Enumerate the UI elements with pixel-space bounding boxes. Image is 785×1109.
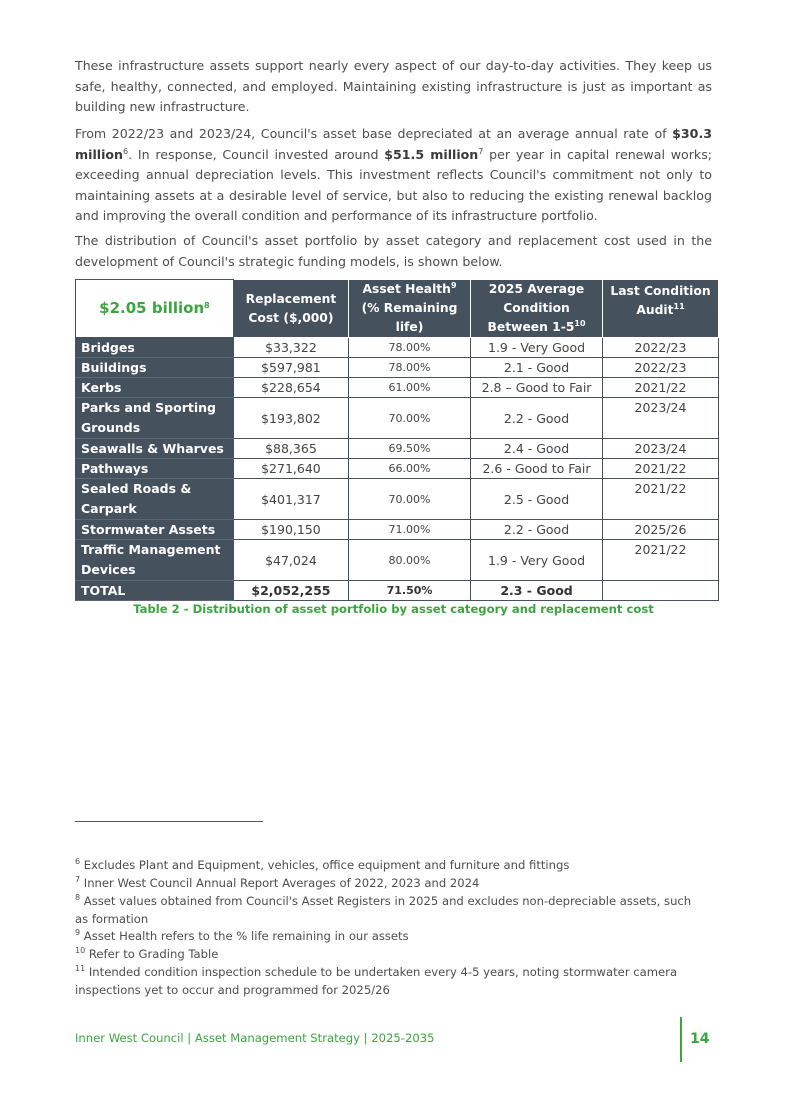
row-health: 78.00% xyxy=(348,338,470,358)
table-row xyxy=(76,358,719,378)
row-health: 69.50% xyxy=(348,439,470,459)
row-category: Bridges xyxy=(76,338,234,358)
row-cost: $228,654 xyxy=(233,378,348,398)
table-caption: Table 2 - Distribution of asset portfolio by asset category and replacement cost xyxy=(133,602,654,616)
row-condition: 2.2 - Good xyxy=(471,398,603,439)
row-condition: 2.5 - Good xyxy=(471,479,603,520)
row-audit: 2022/23 xyxy=(603,358,719,378)
row-health: 78.00% xyxy=(348,358,470,378)
asset-portfolio-table xyxy=(75,279,719,601)
row-audit: 2022/23 xyxy=(603,338,719,358)
row-cost: $193,802 xyxy=(233,398,348,439)
footnote-ref-6: 6 xyxy=(123,146,129,156)
para2-text-c: . In response, Council invested around xyxy=(128,146,385,162)
footnote-9: $^9$ Asset Health refers to the % life remaining in our assets xyxy=(75,928,409,943)
row-health: 61.00% xyxy=(348,378,470,398)
total-label: TOTAL xyxy=(76,581,234,601)
depreciation-amount: $30.3 million xyxy=(75,126,712,162)
table-row xyxy=(76,540,719,581)
table-row xyxy=(76,459,719,479)
row-category: Parks and Sporting Grounds xyxy=(76,398,234,439)
header-replacement-cost: Replacement Cost ($,000) xyxy=(233,280,348,338)
row-cost: $33,322 xyxy=(233,338,348,358)
total-audit xyxy=(603,581,719,601)
row-audit: 2021/22 xyxy=(603,540,719,581)
intro-paragraph-1: These infrastructure assets support nearly every aspect of our day-to-day activities. They keep us safe, healthy, connected, and employed. Maintaining existing infrastructure is just as important as building new infrastructure. xyxy=(75,58,712,114)
header-asset-health: Asset Health$^9$ (% Remaining life) xyxy=(348,280,470,338)
footnote-10: $^{10}$ Refer to Grading Table xyxy=(75,946,219,961)
table-row xyxy=(76,439,719,459)
portfolio-total-heading: $2.05 billion$^8$ xyxy=(76,280,234,338)
row-category: Buildings xyxy=(76,358,234,378)
row-health: 70.00% xyxy=(348,479,470,520)
table-row xyxy=(76,479,719,520)
footnote-ref-7: 7 xyxy=(478,146,484,156)
row-audit: 2021/22 xyxy=(603,459,719,479)
renewal-amount: $51.5 million xyxy=(384,146,479,162)
row-category: Kerbs xyxy=(76,378,234,398)
row-category: Stormwater Assets xyxy=(76,520,234,540)
row-audit: 2021/22 xyxy=(603,378,719,398)
table-row xyxy=(76,398,719,439)
table-row xyxy=(76,520,719,540)
row-audit: 2025/26 xyxy=(603,520,719,540)
row-category: Seawalls & Wharves xyxy=(76,439,234,459)
row-cost: $47,024 xyxy=(233,540,348,581)
para2-text-a: From 2022/23 and 2023/24, Council's asset base depreciated at an average annual rate of xyxy=(75,126,673,141)
para2-text-e: per year in capital renewal works; exceeding annual depreciation levels. This investment reflects Council's commitment not only to maintaining assets at a desirable level of service, but also to reducing the existing renewal backlog and improving the overall condition and performance of its infrastructure portfolio. xyxy=(75,146,712,223)
row-condition: 1.9 - Very Good xyxy=(471,338,603,358)
row-condition: 2.8 – Good to Fair xyxy=(471,378,603,398)
header-last-audit: Last Condition Audit$^{11}$ xyxy=(603,280,719,338)
row-condition: 2.1 - Good xyxy=(471,358,603,378)
row-condition: 2.2 - Good xyxy=(471,520,603,540)
row-cost: $401,317 xyxy=(233,479,348,520)
row-health: 70.00% xyxy=(348,398,470,439)
footnote-6: $^6$ Excludes Plant and Equipment, vehicles, office equipment and furniture and fittings xyxy=(75,857,570,872)
row-audit: 2021/22 xyxy=(603,479,719,520)
header-average-condition: 2025 Average Condition Between $1-5^{10}$ xyxy=(471,280,603,338)
total-condition: 2.3 - Good xyxy=(471,581,603,601)
row-audit: 2023/24 xyxy=(603,439,719,459)
row-cost: $88,365 xyxy=(233,439,348,459)
row-condition: 2.4 - Good xyxy=(471,439,603,459)
row-health: 66.00% xyxy=(348,459,470,479)
row-health: 71.00% xyxy=(348,520,470,540)
row-condition: 1.9 - Very Good xyxy=(471,540,603,581)
row-cost: $190,150 xyxy=(233,520,348,540)
footnote-7: $^7$ Inner West Council Annual Report Averages of 2022, 2023 and 2024 xyxy=(75,875,480,890)
table-row xyxy=(76,378,719,398)
intro-paragraph-2 xyxy=(75,124,712,227)
row-condition: 2.6 - Good to Fair xyxy=(471,459,603,479)
row-category: Traffic Management Devices xyxy=(76,540,234,581)
row-cost: $597,981 xyxy=(233,358,348,378)
intro-paragraph-3: The distribution of Council's asset portfolio by asset category and replacement cost used in the development of Council's strategic funding models, is shown below. xyxy=(75,233,712,269)
row-health: 80.00% xyxy=(348,540,470,581)
total-health: 71.50% xyxy=(348,581,470,601)
row-category: Pathways xyxy=(76,459,234,479)
footnote-11: $^{11}$ Intended condition inspection schedule to be undertaken every 4-5 years, noting stormwater camera inspections yet to occur and programmed for 2025/26 xyxy=(75,964,678,997)
footer-divider xyxy=(680,1017,682,1062)
footnote-divider xyxy=(75,821,263,822)
row-cost: $271,640 xyxy=(233,459,348,479)
page-number: 14 xyxy=(690,1031,710,1047)
row-category: Sealed Roads & Carpark xyxy=(76,479,234,520)
table-row xyxy=(76,338,719,358)
row-audit: 2023/24 xyxy=(603,398,719,439)
footnote-8: $^8$ Asset values obtained from Council's Asset Registers in 2025 and excludes non-depreciable assets, such as formation xyxy=(75,893,692,926)
total-cost: $2,052,255 xyxy=(233,581,348,601)
table-total-row xyxy=(76,581,719,601)
footer-title: Inner West Council | Asset Management Strategy | 2025-2035 xyxy=(75,1031,435,1045)
